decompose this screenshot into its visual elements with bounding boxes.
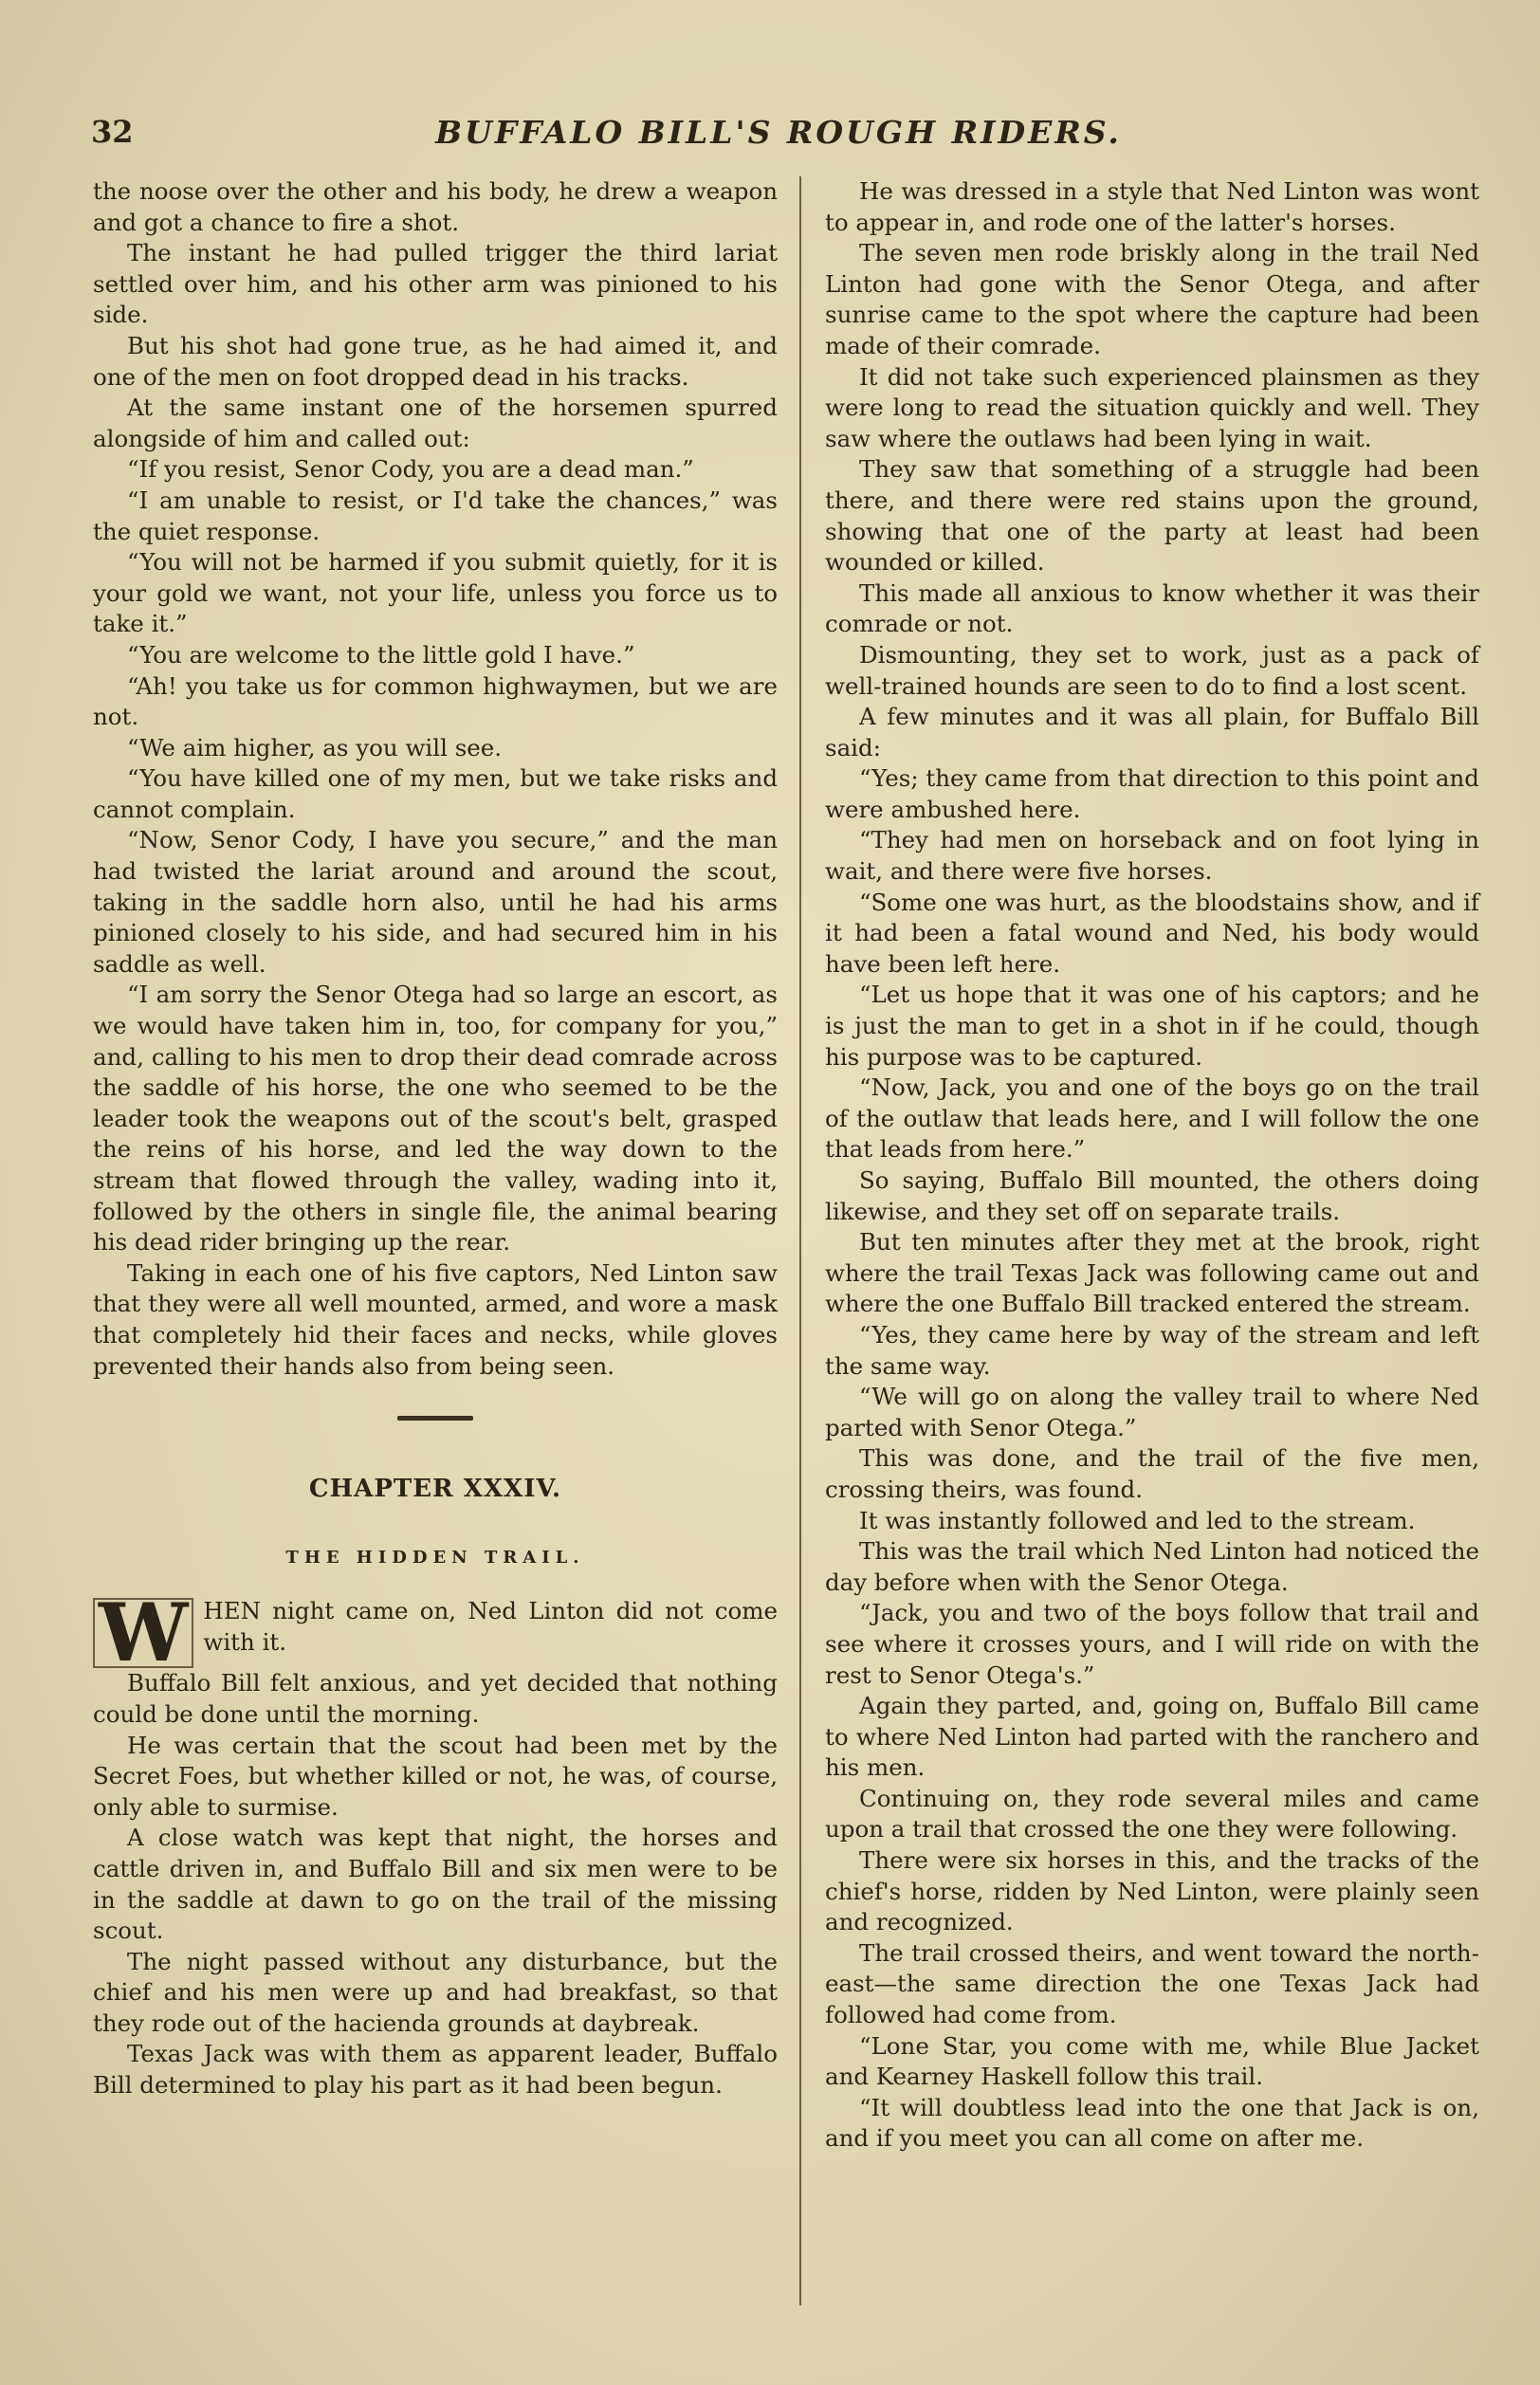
paragraph: But ten minutes after they met at the brook, right where the trail Texas Jack was following came out and where the one Buffalo Bill tracked entered the stream. xyxy=(825,1228,1479,1318)
chapter-subtitle: THE HIDDEN TRAIL. xyxy=(285,1547,585,1568)
paragraph: It did not take such experienced plainsmen as they were long to read the situation quickly and well. They saw where the outlaws had been lying in wait. xyxy=(825,362,1479,452)
section-divider xyxy=(397,1416,473,1421)
paragraph: The trail crossed theirs, and went toward the north-east—the same direction the one Texas Jack had followed had come from. xyxy=(825,1938,1479,2029)
right-column xyxy=(825,176,1479,2155)
opening-text: HEN night came on, Ned Linton did not come with it. xyxy=(203,1597,778,1656)
paragraph: He was certain that the scout had been met by the Secret Foes, but whether killed or not, he was, of course, only able to surmise. xyxy=(93,1731,778,1821)
paragraph: “Ah! you take us for common highwaymen, but we are not. xyxy=(93,671,778,731)
paragraph: Continuing on, they rode several miles and came upon a trail that crossed the one they were following. xyxy=(825,1784,1479,1844)
chapter-opening xyxy=(93,1586,778,1680)
dropcap-letter: W xyxy=(93,1598,193,1668)
paragraph: “Let us hope that it was one of his captors; and he is just the man to get in a shot in if he could, though his purpose was to be captured. xyxy=(825,981,1479,1071)
paragraph: “I am unable to resist, or I'd take the chances,” was the quiet response. xyxy=(93,486,778,545)
paragraph: This was done, and the trail of the five men, crossing theirs, was found. xyxy=(825,1444,1479,1503)
paragraph: “If you resist, Senor Cody, you are a dead man.” xyxy=(127,455,694,484)
column-rule xyxy=(799,176,801,2305)
paragraph: Buffalo Bill felt anxious, and yet decided that nothing could be done until the morning. xyxy=(93,1669,778,1728)
paragraph: “It will doubtless lead into the one that Jack is on, and if you meet you can all come on after me. xyxy=(825,2093,1479,2153)
paragraph: “We will go on along the valley trail to where Ned parted with Senor Otega.” xyxy=(825,1383,1479,1441)
paragraph: There were six horses in this, and the tracks of the chief's horse, ridden by Ned Linton, were plainly seen and recognized. xyxy=(825,1846,1479,1936)
paragraph: “You are welcome to the little gold I have.” xyxy=(127,640,635,669)
chapter-title: CHAPTER XXXIV. xyxy=(308,1475,562,1504)
paragraph: This was the trail which Ned Linton had noticed the day before when with the Senor Otega. xyxy=(825,1537,1479,1596)
paragraph: They saw that something of a struggle had been there, and there were red stains upon the ground, showing that one of the party at least had been wounded or killed. xyxy=(825,455,1479,577)
page-header xyxy=(91,114,1466,161)
paragraph: Taking in each one of his five captors, Ned Linton saw that they were all well mounted, armed, and wore a mask that completely hid their faces and necks, while gloves prevented their hands also from being seen. xyxy=(93,1258,778,1380)
paragraph: the noose over the other and his body, he drew a weapon and got a chance to fire a shot. xyxy=(93,177,778,236)
paragraph: At the same instant one of the horsemen spurred alongside of him and called out: xyxy=(93,394,778,452)
paragraph: The seven men rode briskly along in the trail Ned Linton had gone with the Senor Otega, and after sunrise came to the spot where the capture had been made of their comrade. xyxy=(825,239,1479,359)
running-title: BUFFALO BILL'S ROUGH RIDERS. xyxy=(435,114,1122,151)
paragraph: “You have killed one of my men, but we take risks and cannot complain. xyxy=(93,764,778,823)
paragraph: “Lone Star, you come with me, while Blue Jacket and Kearney Haskell follow this trail. xyxy=(825,2031,1479,2091)
paragraph: Again they parted, and, going on, Buffalo Bill came to where Ned Linton had parted with the ranchero and his men. xyxy=(825,1692,1479,1782)
paragraph: The night passed without any disturbance, but the chief and his men were up and had breakfast, so that they rode out of the hacienda grounds at daybreak. xyxy=(93,1947,778,2037)
paragraph: “You will not be harmed if you submit quietly, for it is your gold we want, not your life, unless you force us to take it.” xyxy=(93,548,778,638)
paragraph: So saying, Buffalo Bill mounted, the others doing likewise, and they set off on separate trails. xyxy=(825,1166,1479,1225)
left-column xyxy=(93,176,778,2101)
paragraph: Dismounting, they set to work, just as a pack of well-trained hounds are seen to do to find a lost scent. xyxy=(825,640,1479,700)
paragraph: “They had men on horseback and on foot lying in wait, and there were five horses. xyxy=(825,826,1479,886)
paragraph: The instant he had pulled trigger the third lariat settled over him, and his other arm was pinioned to his side. xyxy=(93,239,778,329)
paragraph: It was instantly followed and led to the stream. xyxy=(859,1506,1416,1534)
paragraph: A close watch was kept that night, the horses and cattle driven in, and Buffalo Bill and six men were to be in the saddle at dawn to go on the trail of the missing scout. xyxy=(93,1824,778,1945)
paragraph: “Jack, you and two of the boys follow that trail and see where it crosses yours, and I will ride on with the rest to Senor Otega's.” xyxy=(825,1599,1479,1689)
paragraph: “Now, Senor Cody, I have you secure,” and the man had twisted the lariat around and around the scout, taking in the saddle horn also, until he had his arms pinioned closely to his side, and had secured him in his saddle as well. xyxy=(93,826,778,978)
paragraph: “Some one was hurt, as the bloodstains show, and if it had been a fatal wound and Ned, his body would have been left here. xyxy=(825,888,1479,978)
paragraph: This made all anxious to know whether it was their comrade or not. xyxy=(825,578,1479,638)
paragraph: Texas Jack was with them as apparent leader, Buffalo Bill determined to play his part as it had been begun. xyxy=(93,2040,778,2100)
paragraph: But his shot had gone true, as he had aimed it, and one of the men on foot dropped dead in his tracks. xyxy=(93,331,778,391)
page-number: 32 xyxy=(91,114,134,150)
paragraph: “We aim higher, as you will see. xyxy=(127,733,503,761)
paragraph: A few minutes and it was all plain, for Buffalo Bill said: xyxy=(825,703,1479,761)
paragraph: “Now, Jack, you and one of the boys go on the trail of the outlaw that leads here, and I will follow the one that leads from here.” xyxy=(825,1073,1479,1164)
paragraph: “Yes, they came here by way of the stream and left the same way. xyxy=(825,1320,1479,1380)
paragraph: “Yes; they came from that direction to this point and were ambushed here. xyxy=(825,764,1479,823)
paragraph: “I am sorry the Senor Otega had so large an escort, as we would have taken him in, too, for company for you,” and, calling to his men to drop their dead comrade across the saddle of his horse, the one who seemed to be the leader took the weapons out of the scout's belt, grasped the reins of his horse, and led the way down to the stream that flowed through the valley, wading into it, followed by the others in single file, the animal bearing his dead rider bringing up the rear. xyxy=(93,981,778,1257)
paragraph: He was dressed in a style that Ned Linton was wont to appear in, and rode one of the latter's horses. xyxy=(825,177,1479,236)
